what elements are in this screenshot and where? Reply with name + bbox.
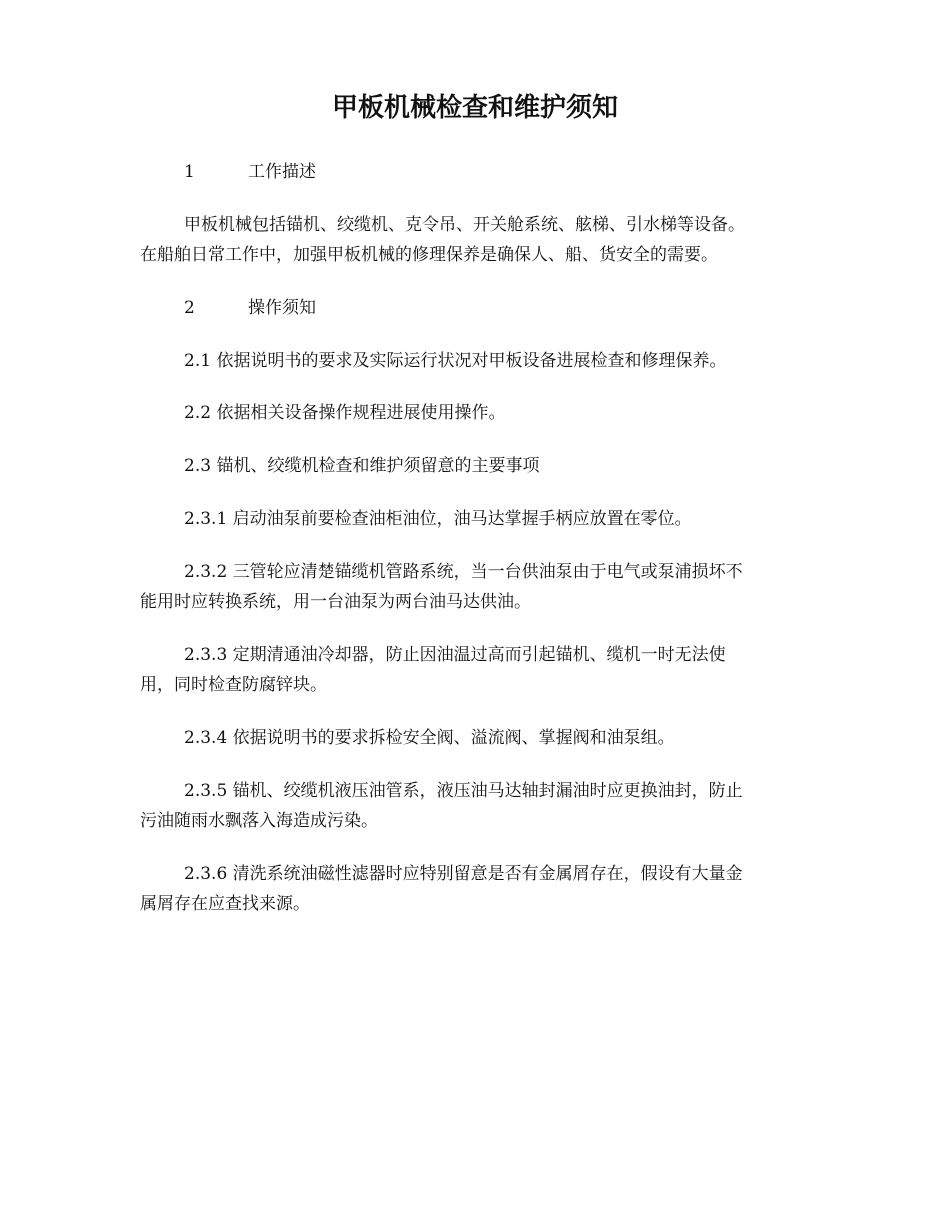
item-2-3-1: 2.3.1 启动油泵前要检查油柜油位，油马达掌握手柄应放置在零位。 bbox=[184, 509, 692, 529]
item-2-1: 2.1 依据说明书的要求及实际运行状况对甲板设备进展检查和修理保养。 bbox=[184, 351, 727, 371]
section-1-heading bbox=[184, 160, 316, 184]
section-2-heading bbox=[184, 296, 316, 320]
item-2-3: 2.3 锚机、绞缆机检查和维护须留意的主要事项 bbox=[184, 456, 540, 476]
item-2-3-6-line-1: 2.3.6 清洗系统油磁性滤器时应特别留意是否有金属屑存在，假设有大量金 bbox=[184, 864, 743, 884]
section-2-title: 操作须知 bbox=[248, 298, 316, 318]
item-2-3-2-line-2: 能用时应转换系统，用一台油泵为两台油马达供油。 bbox=[140, 592, 531, 612]
item-2-2: 2.2 依据相关设备操作规程进展使用操作。 bbox=[184, 403, 506, 423]
section-1-title: 工作描述 bbox=[248, 162, 316, 182]
document-title: 甲板机械检查和维护须知 bbox=[331, 93, 618, 123]
item-2-3-5-line-1: 2.3.5 锚机、绞缆机液压油管系，液压油马达轴封漏油时应更换油封，防止 bbox=[184, 781, 743, 801]
item-2-3-5-line-2: 污油随雨水飘落入海造成污染。 bbox=[140, 811, 378, 831]
section-1-paragraph-line-1: 甲板机械包括锚机、绞缆机、克令吊、开关舱系统、舷梯、引水梯等设备。 bbox=[184, 215, 745, 235]
item-2-3-3-line-2: 用，同时检查防腐锌块。 bbox=[140, 675, 327, 695]
section-2-number: 2 bbox=[184, 298, 195, 318]
item-2-3-3-line-1: 2.3.3 定期清通油冷却器，防止因油温过高而引起锚机、缆机一时无法使 bbox=[184, 645, 726, 665]
item-2-3-4: 2.3.4 依据说明书的要求拆检安全阀、溢流阀、掌握阀和油泵组。 bbox=[184, 728, 675, 748]
section-1-paragraph-line-2: 在船舶日常工作中，加强甲板机械的修理保养是确保人、船、货安全的需要。 bbox=[140, 245, 718, 265]
section-1-number: 1 bbox=[184, 162, 195, 182]
item-2-3-2-line-1: 2.3.2 三管轮应清楚锚缆机管路系统，当一台供油泵由于电气或泵浦损坏不 bbox=[184, 562, 743, 582]
item-2-3-6-line-2: 属屑存在应查找来源。 bbox=[140, 894, 310, 914]
